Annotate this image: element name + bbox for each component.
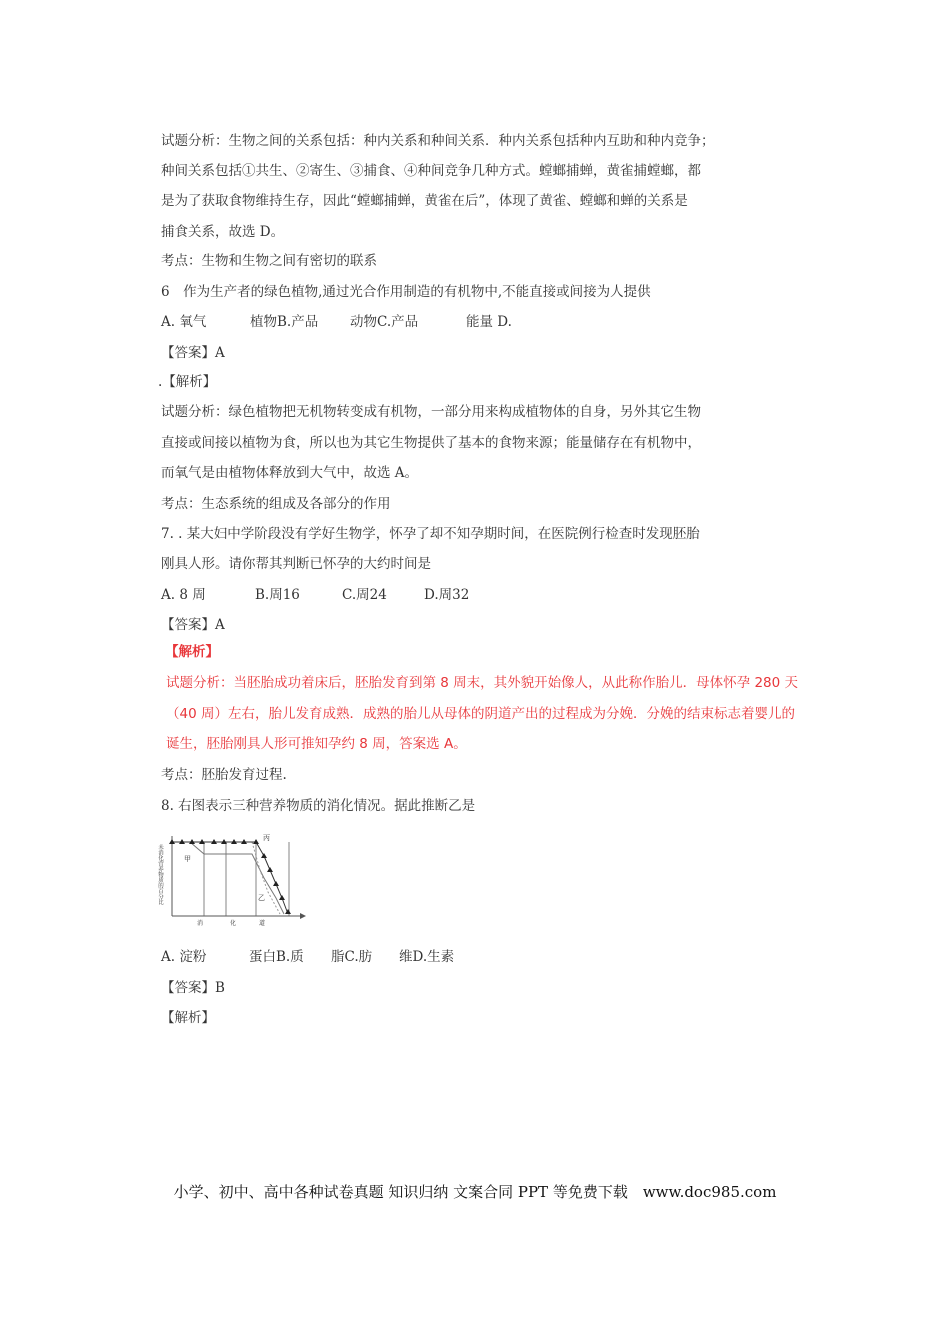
option-a: A. 氧气 <box>161 314 207 330</box>
answer-line: 【答案】A <box>161 345 225 361</box>
option-c: 脂C.肪 <box>331 949 373 965</box>
analysis-line: 捕食关系，故选 D。 <box>161 224 285 240</box>
answer-line: 【答案】A <box>161 617 225 633</box>
label-bing: 丙 <box>263 834 270 842</box>
analysis-line: 种间关系包括①共生、②寄生、③捕食、④种间竞争几种方式。螳螂捕蝉，黄雀捕螳螂，都 <box>161 163 701 179</box>
analysis-line: 是为了获取食物维持生存，因此“螳螂捕蝉，黄雀在后”，体现了黄雀、螳螂和蝉的关系是 <box>161 193 688 209</box>
label-yi: 乙 <box>258 894 265 902</box>
option-d: 维D.生素 <box>399 949 455 965</box>
question-7-stem: 刚具人形。请你帮其判断已怀孕的大约时间是 <box>161 556 431 572</box>
analysis-line: （40 周）左右，胎儿发育成熟．成熟的胎儿从母体的阴道产出的过程成为分娩．分娩的结束标志着婴儿的 <box>166 706 795 722</box>
digestion-graph <box>157 830 308 930</box>
question-8-options <box>161 948 661 966</box>
option-d: 能量 D. <box>466 314 512 330</box>
x-label-char: 消 <box>197 920 204 927</box>
footer-text: 小学、初中、高中各种试卷真题 知识归纳 文案合同 PPT 等免费下载 www.doc985.com <box>173 1183 777 1201</box>
y-axis-label: 未消化营养物质的百分比 <box>157 844 163 905</box>
kaodian-line: 考点：生态系统的组成及各部分的作用 <box>161 496 391 512</box>
curve-jia <box>172 842 284 914</box>
option-a: A. 8 周 <box>161 587 206 603</box>
option-b: 蛋白B.质 <box>249 949 304 965</box>
x-label-char: 化 <box>230 920 237 927</box>
option-b: 植物B.产品 <box>250 314 319 330</box>
answer-line: 【答案】B <box>161 980 225 996</box>
question-6-options <box>161 313 661 331</box>
question-7-options <box>161 586 661 604</box>
jiexi-label: 【解析】 <box>161 1010 215 1026</box>
analysis-line: 而氧气是由植物体释放到大气中，故选 A。 <box>161 465 419 481</box>
analysis-line: 试题分析：绿色植物把无机物转变成有机物，一部分用来构成植物体的自身，另外其它生物 <box>161 404 701 420</box>
jiexi-label: 【解析】 <box>165 644 219 660</box>
option-d: D.周32 <box>424 587 470 603</box>
option-b: B.周16 <box>255 587 300 603</box>
question-8-stem: 8. 右图表示三种营养物质的消化情况。据此推断乙是 <box>161 798 476 814</box>
option-a: A. 淀粉 <box>161 949 207 965</box>
jiexi-label: .【解析】 <box>158 374 217 390</box>
analysis-line: 试题分析：当胚胎成功着床后，胚胎发育到第 8 周末，其外貌开始像人，从此称作胎儿．母体怀孕 280 天 <box>166 675 799 691</box>
analysis-line: 直接或间接以植物为食，所以也为其它生物提供了基本的食物来源；能量储存在有机物中， <box>161 435 701 451</box>
option-c: C.周24 <box>342 587 387 603</box>
x-label-char: 道 <box>259 920 266 927</box>
x-axis-arrow <box>300 913 306 919</box>
question-7-stem: 7. . 某大妇中学阶段没有学好生物学，怀孕了却不知孕期时间，在医院例行检查时发现胚胎 <box>161 526 700 542</box>
analysis-line: 诞生，胚胎刚具人形可推知孕约 8 周，答案选 A。 <box>166 736 467 752</box>
label-jia: 甲 <box>184 855 191 863</box>
kaodian-line: 考点：胚胎发育过程. <box>161 767 287 783</box>
analysis-line: 试题分析：生物之间的关系包括：种内关系和种间关系．种内关系包括种内互助和种内竞争； <box>161 133 715 149</box>
question-6-stem: 6 作为生产者的绿色植物,通过光合作用制造的有机物中,不能直接或间接为人提供 <box>161 284 651 300</box>
kaodian-line: 考点：生物和生物之间有密切的联系 <box>161 253 377 269</box>
option-c: 动物C.产品 <box>350 314 419 330</box>
curve-bing <box>172 842 288 914</box>
